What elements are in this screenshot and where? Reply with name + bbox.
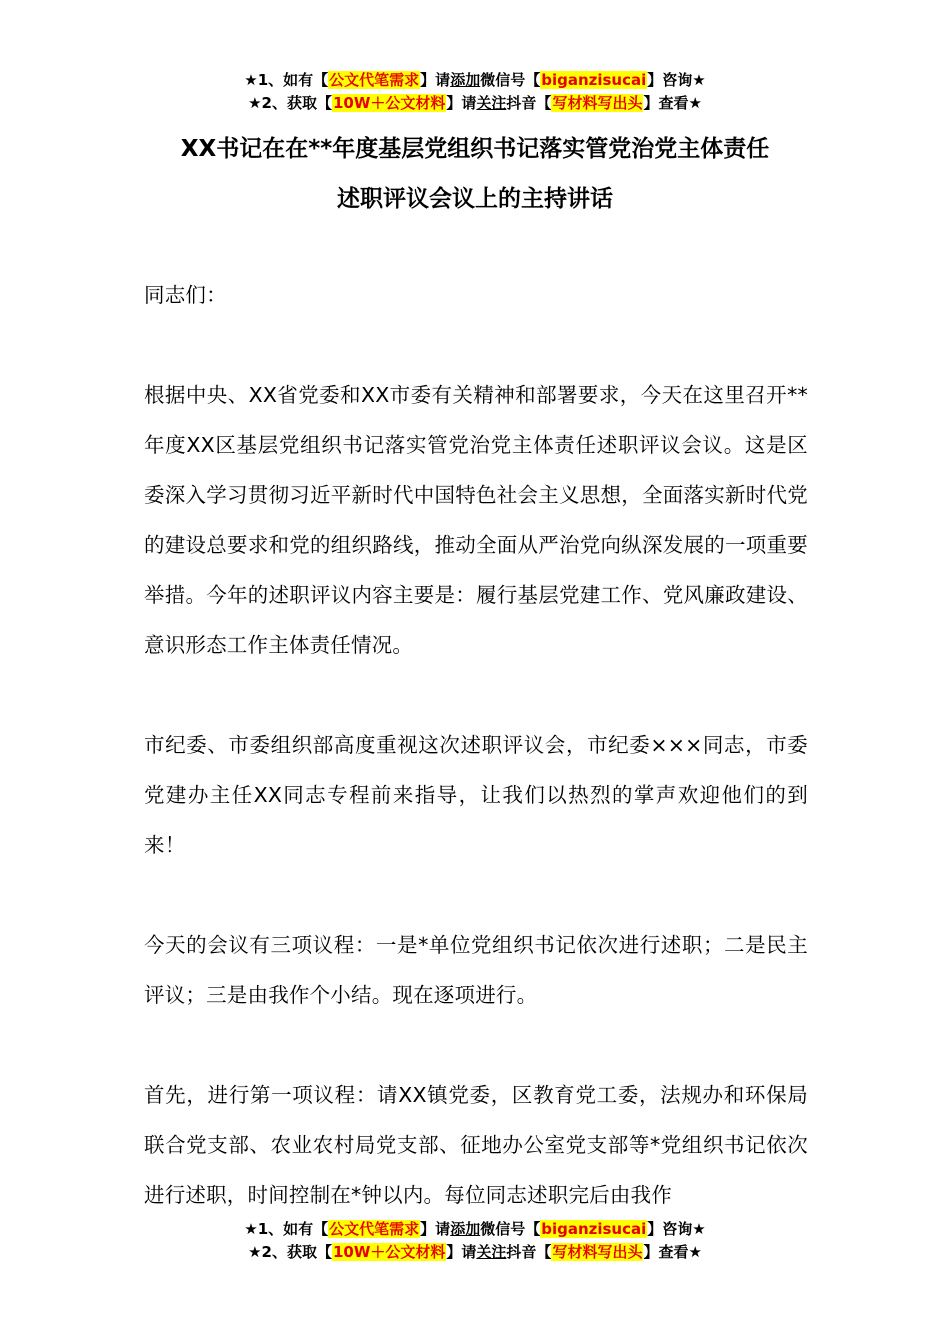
notice-text: ★2、获取【 bbox=[248, 94, 332, 112]
notice-emphasis: 添加 bbox=[450, 1220, 481, 1238]
document-title bbox=[0, 124, 950, 224]
notice-line-1 bbox=[0, 1218, 950, 1241]
highlight-materials: 10W＋公文材料 bbox=[332, 94, 446, 112]
notice-text: 微信号【 bbox=[480, 1220, 541, 1238]
notice-text: 】请 bbox=[420, 1220, 451, 1238]
paragraph-4: 首先，进行第一项议程：请XX镇党委，区教育党工委，法规办和环保局联合党支部、农业农村局党支部、征地办公室党支部等*党组织书记依次进行述职，时间控制在*钟以内。每位同志述职完后由我作 bbox=[144, 1083, 808, 1207]
notice-text: 】请 bbox=[446, 1243, 477, 1261]
highlight-materials: 10W＋公文材料 bbox=[332, 1243, 446, 1261]
notice-text: 抖音【 bbox=[506, 1243, 552, 1261]
title-line-1: XX书记在在**年度基层党组织书记落实管党治党主体责任 bbox=[180, 136, 770, 162]
highlight-douyin: 写材料写出头 bbox=[552, 1243, 643, 1261]
paragraph-1: 根据中央、XX省党委和XX市委有关精神和部署要求，今天在这里召开**年度XX区基层党组织书记落实管党治党主体责任述职评议会议。这是区委深入学习贯彻习近平新时代中国特色社会主义思想，全面落实新时代党的建设总要求和党的组织路线，推动全面从严治党向纵深发展的一项重要举措。今年的述职评议内容主要是：履行基层党建工作、党风廉政建设、意识形态工作主体责任情况。 bbox=[144, 383, 808, 657]
notice-text: 】咨询★ bbox=[647, 71, 706, 89]
notice-emphasis: 添加 bbox=[450, 71, 481, 89]
paragraph-3: 今天的会议有三项议程：一是*单位党组织书记依次进行述职；二是民主评议；三是由我作个小结。现在逐项进行。 bbox=[144, 933, 808, 1007]
notice-text: 】查看★ bbox=[643, 1243, 702, 1261]
notice-emphasis: 关注 bbox=[476, 94, 507, 112]
document-body bbox=[144, 270, 808, 1270]
notice-emphasis: 关注 bbox=[476, 1243, 507, 1261]
notice-text: 】咨询★ bbox=[647, 1220, 706, 1238]
header-notice bbox=[0, 69, 950, 115]
notice-text: 】查看★ bbox=[643, 94, 702, 112]
footer-notice bbox=[0, 1218, 950, 1264]
notice-line-1 bbox=[0, 69, 950, 92]
notice-text: ★1、如有【 bbox=[244, 1220, 329, 1238]
notice-text: 抖音【 bbox=[506, 94, 552, 112]
notice-line-2 bbox=[0, 92, 950, 115]
highlight-douyin: 写材料写出头 bbox=[552, 94, 643, 112]
notice-text: 微信号【 bbox=[480, 71, 541, 89]
notice-text: ★1、如有【 bbox=[244, 71, 329, 89]
highlight-service: 公文代笔需求 bbox=[329, 71, 420, 89]
notice-text: 】请 bbox=[420, 71, 451, 89]
highlight-wechat-id: biganzisucai bbox=[541, 71, 647, 89]
notice-text: 】请 bbox=[446, 94, 477, 112]
highlight-wechat-id: biganzisucai bbox=[541, 1220, 647, 1238]
notice-text: ★2、获取【 bbox=[248, 1243, 332, 1261]
notice-line-2 bbox=[0, 1241, 950, 1264]
paragraph-2: 市纪委、市委组织部高度重视这次述职评议会，市纪委×××同志，市委党建办主任XX同志专程前来指导，让我们以热烈的掌声欢迎他们的到来！ bbox=[144, 733, 808, 857]
salutation: 同志们： bbox=[144, 283, 227, 307]
title-line-2: 述职评议会议上的主持讲话 bbox=[337, 186, 613, 212]
highlight-service: 公文代笔需求 bbox=[329, 1220, 420, 1238]
